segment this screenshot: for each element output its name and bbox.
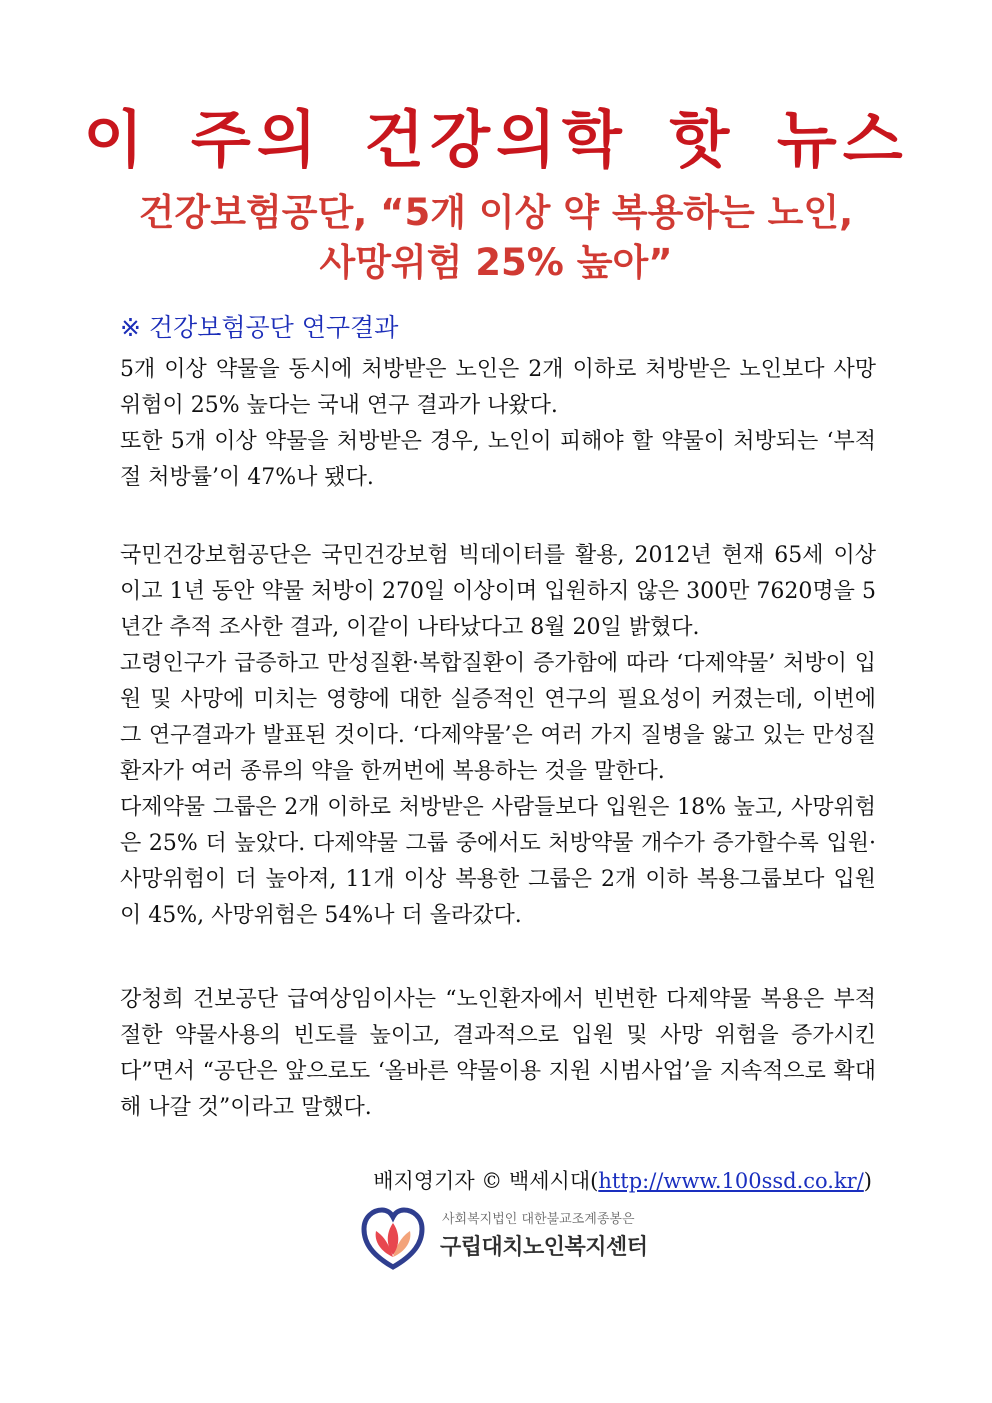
article-paragraph: 고령인구가 급증하고 만성질환·복합질환이 증가함에 따라 ‘다제약물’ 처방이 입원 및 사망에 미치는 영향에 대한 실증적인 연구의 필요성이 커졌는데, 이번에 그 연구결과가 발표된 것이다. ‘다제약물’은 여러 가지 질병을 앓고 있는 만성질환자가 여러 종류의 약을 한꺼번에 복용하는 것을 말한다. [120,651,876,784]
source-link[interactable]: http://www.100ssd.co.kr/ [598,1169,864,1193]
lotus-heart-icon [360,1205,426,1271]
article-paragraph: 5개 이상 약물을 동시에 처방받은 노인은 2개 이하로 처방받은 노인보다 사망 위험이 25% 높다는 국내 연구 결과가 나왔다. [120,357,876,418]
news-headline-line-1: 건강보험공단, “5개 이상 약 복용하는 노인, [138,191,854,234]
logo-name: 구립대치노인복지센터 [440,1235,648,1260]
byline [373,1163,872,1199]
organization-logo [360,1205,650,1285]
section-heading: ※ 건강보험공단 연구결과 [120,313,399,342]
news-headline-line-2: 사망위험 25% 높아” [319,241,673,284]
article-block-intro [120,352,876,496]
byline-author: 배지영기자 © 백세시대( [373,1169,599,1193]
article-paragraph: 강청희 건보공단 급여상임이사는 “노인환자에서 빈번한 다제약물 복용은 부적절한 약물사용의 빈도를 높이고, 결과적으로 입원 및 사망 위험을 증가시킨다”면서 “공단은 앞으로도 ‘올바른 약물이용 지원 시범사업’을 지속적으로 확대해 나갈 것”이라고 말했다. [120,987,876,1120]
article-paragraph: 국민건강보험공단은 국민건강보험 빅데이터를 활용, 2012년 현재 65세 이상이고 1년 동안 약물 처방이 270일 이상이며 입원하지 않은 300만 7620명을 5년간 추적 조사한 결과, 이같이 나타났다고 8월 20일 밝혔다. [120,543,876,640]
logo-org-line: 사회복지법인 대한불교조계종봉은 [442,1212,635,1227]
article-block-study [120,538,876,934]
page-title: 이 주의 건강의학 핫 뉴스 [83,103,909,176]
article-paragraph: 또한 5개 이상 약물을 처방받은 경우, 노인이 피해야 할 약물이 처방되는 ‘부적절 처방률’이 47%나 됐다. [120,429,876,490]
byline-suffix: ) [863,1169,872,1193]
article-paragraph: 다제약물 그룹은 2개 이하로 처방받은 사람들보다 입원은 18% 높고, 사망위험은 25% 더 높았다. 다제약물 그룹 중에서도 처방약물 개수가 증가할수록 입원·사망위험이 더 높아져, 11개 이상 복용한 그룹은 2개 이하 복용그룹보다 입원이 45%, 사망위험은 54%나 더 올라갔다. [120,795,876,928]
article-block-quote [120,982,876,1126]
news-headline [0,188,992,288]
